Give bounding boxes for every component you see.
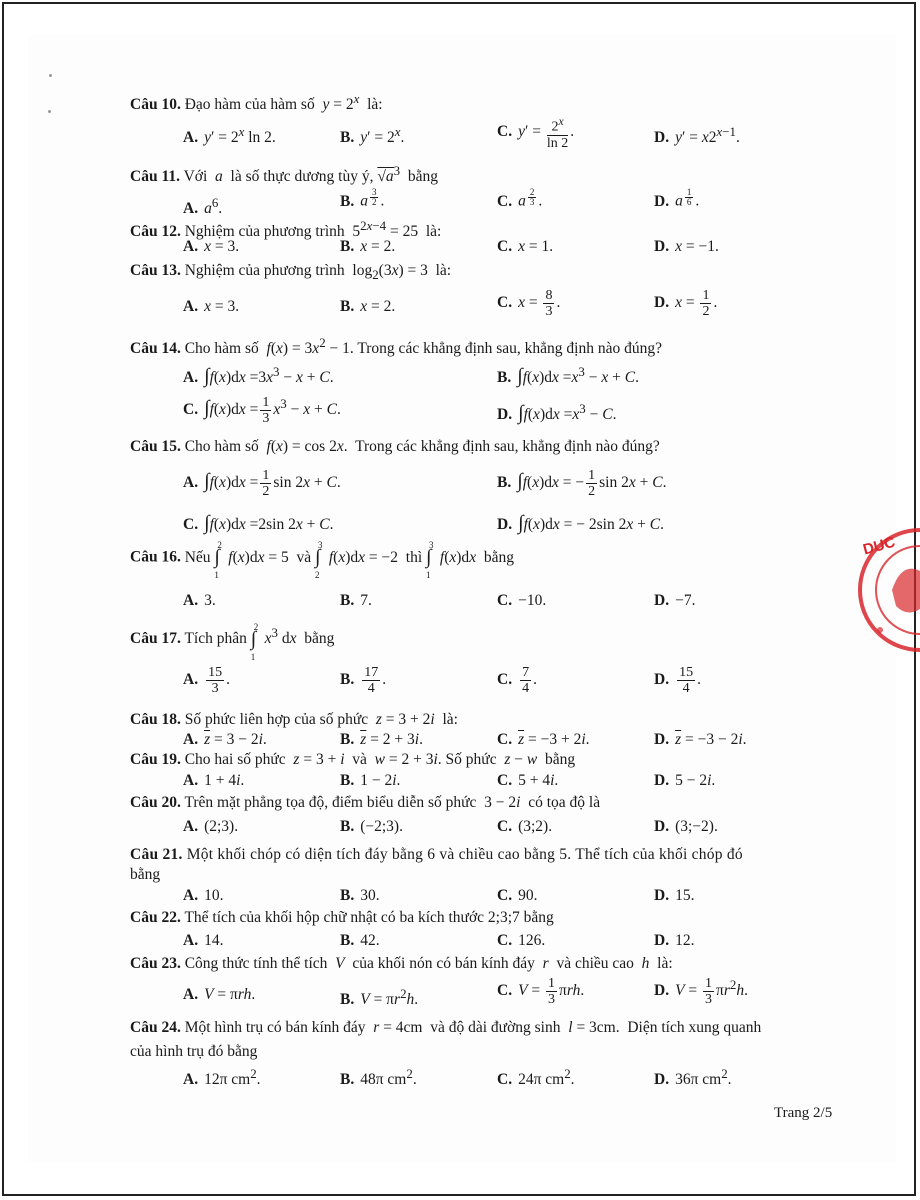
option-18-b: B. $\overline{z} = 2 + 3i$. (340, 731, 423, 748)
question-label: Câu 10. (130, 96, 181, 114)
option-16-c: C. −10. (497, 592, 547, 609)
option-12-b: B. x = 2. (340, 238, 396, 255)
option-10-b: B. $y' = 2^x$. (340, 124, 405, 147)
scan-speck (49, 74, 52, 77)
option-22-b: B. 42. (340, 932, 380, 949)
option-18-c: C. $\overline{z} = -3 + 2i$. (497, 731, 590, 748)
option-23-a: A. V = πrh. (183, 986, 256, 1003)
question-text: Trên mặt phẳng tọa độ, điểm biểu diễn số phức 3 − 2i có tọa độ là (184, 794, 601, 811)
question-20: Câu 20. Trên mặt phẳng tọa độ, điểm biểu diễn số phức 3 − 2i có tọa độ là (130, 794, 601, 811)
option-13-b: B. x = 2. (340, 298, 396, 315)
option-17-d: D. $\frac{15}{4}$ . (654, 665, 701, 696)
option-11-c: C. a $^{\frac{2}{3}}$ . (497, 187, 543, 210)
option-22-a: A. 14. (183, 932, 224, 949)
stamp-text: DUC (861, 533, 898, 559)
option-21-d: D. 15. (654, 887, 695, 904)
question-10 (130, 91, 383, 114)
option-18-d: D. $\overline{z} = -3 - 2i$. (654, 731, 747, 748)
question-text: Cho hàm số f(x) = cos 2x. Trong các khẳng định sau, khẳng định nào đúng? (184, 438, 660, 455)
question-text: Một hình trụ có bán kính đáy r = 4cm và độ dài đường sinh l = 3cm. Diện tích xung quanh (184, 1019, 762, 1036)
option-20-b: B. (−2;3). (340, 818, 403, 835)
option-19-b: B. 1 − 2i. (340, 772, 401, 789)
option-19-d: D. 5 − 2i. (654, 772, 716, 789)
scan-speck (48, 110, 51, 113)
option-11-b: B. a $^{\frac{3}{2}}$ . (340, 187, 385, 210)
option-16-a: A. 3. (183, 592, 216, 609)
option-12-c: C. x = 1. (497, 238, 554, 255)
option-16-d: D. −7. (654, 592, 696, 609)
option-19-a: A. 1 + 4i. (183, 772, 245, 789)
question-18: Câu 18. Số phức liên hợp của số phức z = 3 + 2i là: (130, 711, 458, 728)
option-15-b: B. ∫f(x)dx = − $\frac{1}{2}$ sin 2x + C. (497, 468, 667, 499)
option-10-a: A. $y' = 2^x$ ln 2. (183, 124, 276, 147)
question-text: Công thức tính thể tích V của khối nón có bán kính đáy r và chiều cao h là: (184, 955, 673, 972)
option-18-a: A. $\overline{z} = 3 - 2i$. (183, 731, 267, 748)
option-24-b: B. 48π $cm^2$. (340, 1066, 417, 1089)
question-text: Nghiệm của phương trình $5^{2x-4} = 25$ là: (184, 218, 442, 241)
scanned-page (28, 34, 896, 1162)
question-text: Nghiệm của phương trình $\log_2(3x) = 3$ là: (184, 262, 452, 283)
option-23-c: C. V = $\frac{1}{3}$ πrh. (497, 976, 585, 1007)
question-text: Thể tích của khối hộp chữ nhật có ba kích thước 2;3;7 bằng (184, 909, 554, 926)
option-23-d: D. V = $\frac{1}{3}$ $\pi r^2h$. (654, 976, 748, 1007)
question-24: Câu 24. Một hình trụ có bán kính đáy r = 4cm và độ dài đường sinh l = 3cm. Diện tích xung quanh (130, 1019, 762, 1036)
option-15-a: A. ∫f(x)dx = $\frac{1}{2}$ sin 2x + C. (183, 468, 341, 499)
option-24-a: A. 12π $cm^2$. (183, 1066, 261, 1089)
option-22-d: D. 12. (654, 932, 695, 949)
option-20-d: D. (3;−2). (654, 818, 718, 835)
question-text: Một khối chóp có diện tích đáy bằng 6 và chiều cao bằng 5. Thể tích của khối chóp đó (186, 846, 743, 863)
option-23-b: B. $V = \pi r^2h$. (340, 986, 419, 1009)
option-12-d: D. x = −1. (654, 238, 719, 255)
question-22: Câu 22. Thể tích của khối hộp chữ nhật có ba kích thước 2;3;7 bằng (130, 909, 554, 926)
option-14-b: B. $\int f(x)dx =x^3 - x + C$. (497, 364, 639, 388)
option-16-b: B. 7. (340, 592, 372, 609)
question-16: Câu 16. Nếu 2 ∫ 1 f(x)dx = 5 và 3 ∫ 2 f(x)dx = −2 thì 3 ∫ 1 f(x)dx bằng (130, 540, 514, 580)
option-24-d: D. 36π $cm^2$. (654, 1066, 732, 1089)
option-11-a: A. $a^6$. (183, 195, 223, 218)
question-24-line2: của hình trụ đó bằng (130, 1043, 258, 1060)
question-23: Câu 23. Công thức tính thể tích V của khối nón có bán kính đáy r và chiều cao h là: (130, 955, 673, 972)
option-10-d: D. $y' = x2^{x-1}$. (654, 124, 740, 147)
option-21-a: A. 10. (183, 887, 224, 904)
option-20-a: A. (2;3). (183, 818, 239, 835)
option-14-a: A. $\int f(x)dx =3x^3 - x + C$. (183, 364, 334, 388)
question-21: Câu 21. Một khối chóp có diện tích đáy bằng 6 và chiều cao bằng 5. Thể tích của khối chóp đó (130, 846, 743, 863)
option-17-c: C. $\frac{7}{4}$ . (497, 665, 537, 696)
option-14-d: D. $\int f(x)dx =x^3 - C$. (497, 401, 617, 425)
question-text: Cho hàm số $f(x) = 3x^2 - 1$. Trong các khẳng định sau, khẳng định nào đúng? (184, 335, 662, 358)
question-text: Số phức liên hợp của số phức z = 3 + 2i là: (184, 711, 458, 728)
option-13-d: D. x = $\frac{1}{2}$ . (654, 288, 718, 319)
question-12: Câu 12. Nghiệm của phương trình $5^{2x-4} = 25$ là: (130, 218, 442, 241)
option-11-d: D. a $^{\frac{1}{6}}$ . (654, 187, 700, 210)
question-text: Nếu 2 ∫ 1 f(x)dx = 5 và 3 ∫ 2 f(x)dx = −2 thì 3 ∫ 1 f(x)dx bằng (184, 540, 514, 580)
option-10-c: C. y′ = $\frac{2^x}{\ln 2}$ . (497, 115, 575, 151)
option-22-c: C. 126. (497, 932, 546, 949)
question-13: Câu 13. Nghiệm của phương trình $\log_2(3x) = 3$ là: (130, 262, 452, 283)
option-20-c: C. (3;2). (497, 818, 553, 835)
red-seal-stamp (852, 520, 920, 670)
option-13-c: C. x = $\frac{8}{3}$ . (497, 288, 561, 319)
question-21-line2: bằng (130, 866, 161, 883)
question-11: Câu 11. Với a là số thực dương tùy ý, $√a^3$ bằng (130, 163, 438, 186)
question-15: Câu 15. Cho hàm số f(x) = cos 2x. Trong các khẳng định sau, khẳng định nào đúng? (130, 438, 660, 455)
question-text: Tích phân 2 ∫ 1 $x^3$ dx bằng (184, 621, 335, 662)
option-14-c: C. ∫f(x)dx = $\frac{1}{3}$ $x^3 - x + C$. (183, 395, 341, 426)
question-14: Câu 14. Cho hàm số $f(x) = 3x^2 - 1$. Trong các khẳng định sau, khẳng định nào đúng? (130, 335, 662, 358)
page-number: Trang 2/5 (774, 1105, 833, 1121)
option-19-c: C. 5 + 4i. (497, 772, 559, 789)
option-15-d: D. ∫f(x)dx = − 2sin 2x + C. (497, 512, 664, 534)
option-21-c: C. 90. (497, 887, 538, 904)
option-24-c: C. 24π $cm^2$. (497, 1066, 575, 1089)
question-text: Đạo hàm của hàm số $y = 2^x$ là: (184, 91, 383, 114)
option-17-a: A. $\frac{15}{3}$ . (183, 665, 230, 696)
question-text: Cho hai số phức z = 3 + i và w = 2 + 3i. Số phức z − w bằng (184, 751, 576, 768)
question-17: Câu 17. Tích phân 2 ∫ 1 $x^3$ dx bằng (130, 621, 335, 662)
option-12-a: A. x = 3. (183, 238, 240, 255)
option-13-a: A. x = 3. (183, 298, 240, 315)
option-17-b: B. $\frac{17}{4}$ . (340, 665, 387, 696)
question-text: Với a là số thực dương tùy ý, $√a^3$ bằng (183, 163, 438, 186)
option-15-c: C. ∫f(x)dx =2sin 2x + C. (183, 512, 334, 534)
option-21-b: B. 30. (340, 887, 380, 904)
question-19: Câu 19. Cho hai số phức z = 3 + i và w = 2 + 3i. Số phức z − w bằng (130, 751, 576, 768)
